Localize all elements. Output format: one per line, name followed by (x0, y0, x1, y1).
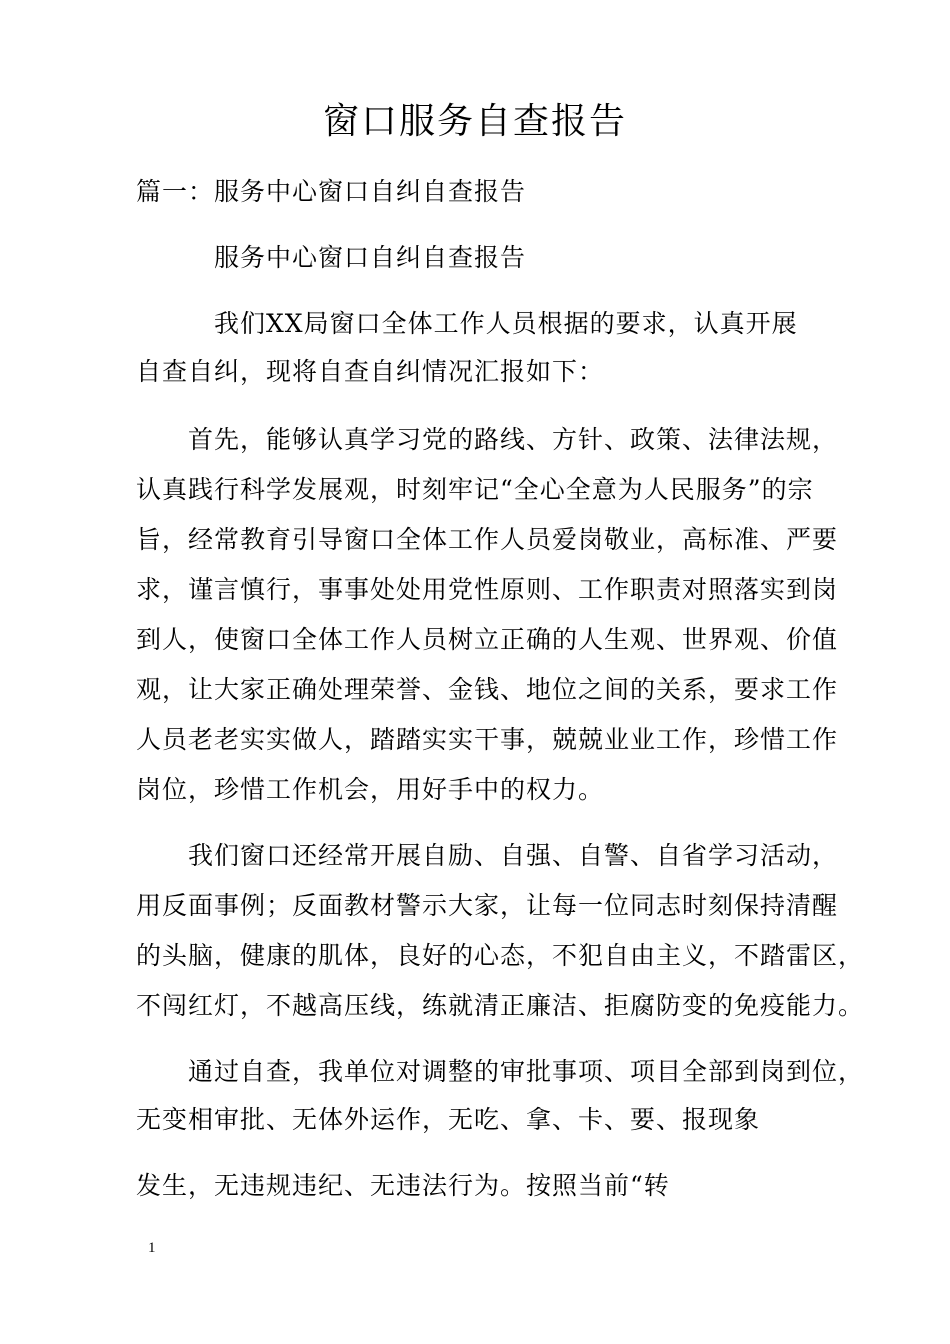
page-number: 1 (148, 1240, 156, 1256)
paragraph-line: 到人，使窗口全体工作人员树立正确的人生观、世界观、价值 (136, 625, 839, 654)
paragraph-line: 观，让大家正确处理荣誉、金钱、地位之间的关系，要求工作 (136, 675, 839, 704)
paragraph-line: 认真践行科学发展观，时刻牢记“全心全意为人民服务”的宗 (136, 475, 814, 504)
paragraph-line: 首先，能够认真学习党的路线、方针、政策、法律法规， (188, 425, 839, 454)
paragraph-line: 自查自纠，现将自查自纠情况汇报如下： (136, 357, 605, 386)
subtitle: 服务中心窗口自纠自查报告 (214, 243, 527, 272)
paragraph-line: 人员老老实实做人，踏踏实实干事，兢兢业业工作，珍惜工作 (136, 725, 839, 754)
paragraph-line: 无变相审批、无体外运作，无吃、拿、卡、要、报现象 (136, 1105, 761, 1134)
paragraph-line: 发生，无违规违纪、无违法行为。按照当前“转 (136, 1171, 670, 1200)
paragraph-line: 我们XX局窗口全体工作人员根据的要求，认真开展 (214, 309, 798, 338)
paragraph-line: 岗位，珍惜工作机会，用好手中的权力。 (136, 775, 605, 804)
paragraph-line: 不闯红灯，不越高压线，练就清正廉洁、拒腐防变的免疫能力。 (136, 991, 865, 1020)
paragraph-line: 求，谨言慎行，事事处处用党性原则、工作职责对照落实到岗 (136, 575, 839, 604)
section-heading: 篇一：服务中心窗口自纠自查报告 (136, 177, 527, 206)
paragraph-line: 旨，经常教育引导窗口全体工作人员爱岗敬业，高标准、严要 (136, 525, 839, 554)
paragraph-line: 通过自查，我单位对调整的审批事项、项目全部到岗到位， (188, 1057, 865, 1086)
paragraph-line: 用反面事例；反面教材警示大家，让每一位同志时刻保持清醒 (136, 891, 839, 920)
paragraph-line: 的头脑，健康的肌体，良好的心态，不犯自由主义，不踏雷区， (136, 941, 865, 970)
page-title: 窗口服务自查报告 (322, 101, 627, 142)
paragraph-line: 我们窗口还经常开展自励、自强、自警、自省学习活动， (188, 841, 839, 870)
